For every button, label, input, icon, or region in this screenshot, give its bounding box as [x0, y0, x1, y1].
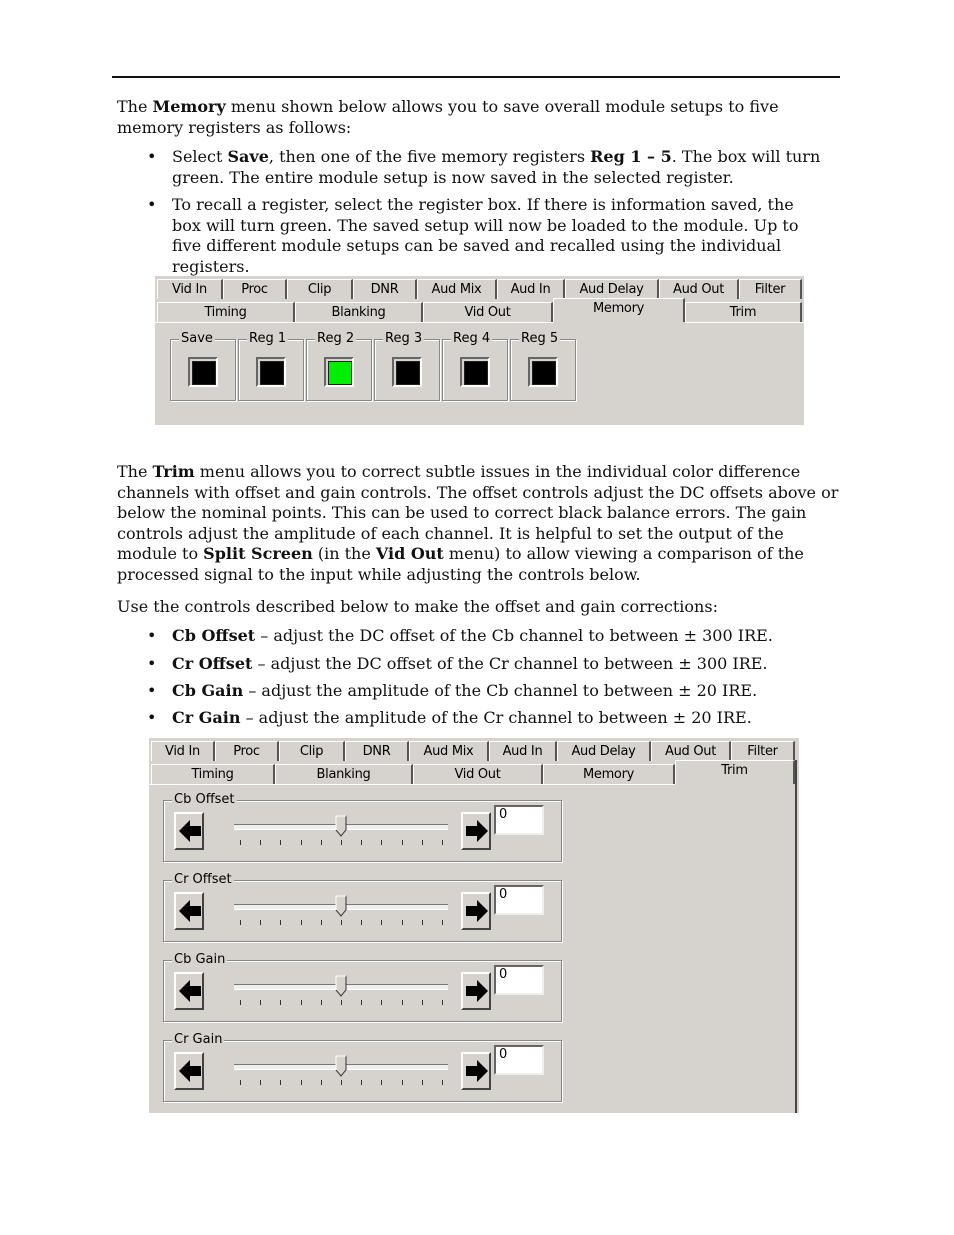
slider-ticks — [234, 920, 448, 926]
register-save[interactable] — [170, 331, 236, 401]
register-reg-1[interactable] — [238, 331, 304, 401]
decrement-button[interactable] — [174, 972, 204, 1010]
register-label: Reg 3 — [385, 331, 423, 346]
control-label: Cb Offset — [174, 792, 235, 807]
decrement-button[interactable] — [174, 812, 204, 850]
slider-tick — [381, 920, 382, 925]
slider-tick — [240, 1080, 241, 1085]
tab-timing[interactable]: Timing — [157, 302, 295, 322]
register-indicator[interactable] — [188, 357, 218, 387]
control-label: Cb Gain — [174, 952, 226, 967]
slider-thumb[interactable] — [335, 1055, 347, 1077]
memory-intro: The Memory menu shown below allows you to save overall module setups to five memory registers as follows: — [117, 97, 779, 137]
slider-tick — [240, 1000, 241, 1005]
tab-baseline — [685, 322, 804, 323]
register-indicator[interactable] — [528, 357, 558, 387]
slider-tick — [341, 920, 342, 925]
slider-tick — [321, 920, 322, 925]
slider-thumb[interactable] — [335, 975, 347, 997]
register-reg-4[interactable] — [442, 331, 508, 401]
tab-trim[interactable]: Trim — [675, 760, 795, 784]
slider-tick — [361, 920, 362, 925]
register-reg-2[interactable] — [306, 331, 372, 401]
slider-tick — [301, 920, 302, 925]
increment-button[interactable] — [461, 972, 491, 1010]
value-field[interactable]: 0 — [494, 1045, 544, 1075]
increment-button[interactable] — [461, 1052, 491, 1090]
left-arrow-icon — [177, 979, 203, 1003]
slider-tick — [422, 1000, 423, 1005]
tab-memory[interactable]: Memory — [543, 764, 675, 784]
slider-tick — [381, 840, 382, 845]
tab-proc[interactable]: Proc — [223, 279, 287, 299]
trim-control-cb-gain — [163, 952, 562, 1022]
slider-tick — [301, 1000, 302, 1005]
slider-tick — [442, 920, 443, 925]
control-label: Cr Gain — [174, 1032, 223, 1047]
tab-aud-in[interactable]: Aud In — [497, 279, 565, 299]
slider-tick — [280, 920, 281, 925]
tab-aud-out[interactable]: Aud Out — [659, 279, 739, 299]
slider-ticks — [234, 840, 448, 846]
slider-tick — [260, 840, 261, 845]
tab-baseline — [155, 322, 553, 323]
slider-tick — [361, 1000, 362, 1005]
tab-aud-in[interactable]: Aud In — [489, 741, 557, 761]
register-label: Reg 5 — [521, 331, 559, 346]
slider-tick — [381, 1000, 382, 1005]
slider-tick — [402, 920, 403, 925]
slider-tick — [442, 840, 443, 845]
left-arrow-icon — [177, 1059, 203, 1083]
tab-aud-out[interactable]: Aud Out — [651, 741, 731, 761]
control-label: Cr Offset — [174, 872, 232, 887]
tab-vid-in[interactable]: Vid In — [157, 279, 223, 299]
slider-thumb[interactable] — [335, 815, 347, 837]
increment-button[interactable] — [461, 892, 491, 930]
tab-memory[interactable]: Memory — [553, 298, 685, 322]
tab-dnr[interactable]: DNR — [353, 279, 417, 299]
slider-tick — [240, 840, 241, 845]
tab-vid-out[interactable]: Vid Out — [413, 764, 543, 784]
slider-tick — [422, 920, 423, 925]
slider-ticks — [234, 1080, 448, 1086]
tab-vid-out[interactable]: Vid Out — [423, 302, 553, 322]
slider-ticks — [234, 1000, 448, 1006]
trim-control-cr-offset — [163, 872, 562, 942]
slider-tick — [442, 1000, 443, 1005]
register-indicator[interactable] — [460, 357, 490, 387]
trim-control-cr-gain — [163, 1032, 562, 1102]
slider-thumb[interactable] — [335, 895, 347, 917]
slider-tick — [341, 1000, 342, 1005]
right-arrow-icon — [464, 1059, 490, 1083]
slider-tick — [361, 1080, 362, 1085]
left-arrow-icon — [177, 819, 203, 843]
tab-aud-mix[interactable]: Aud Mix — [409, 741, 489, 761]
slider-tick — [260, 1000, 261, 1005]
tab-clip[interactable]: Clip — [287, 279, 353, 299]
right-arrow-icon — [464, 819, 490, 843]
slider-tick — [240, 920, 241, 925]
tab-filter[interactable]: Filter — [731, 741, 795, 761]
slider-tick — [341, 1080, 342, 1085]
tab-timing[interactable]: Timing — [151, 764, 275, 784]
decrement-button[interactable] — [174, 892, 204, 930]
register-label: Reg 2 — [317, 331, 355, 346]
slider-tick — [341, 840, 342, 845]
register-reg-3[interactable] — [374, 331, 440, 401]
memory-menu-panel — [155, 276, 804, 425]
value-field[interactable]: 0 — [494, 805, 544, 835]
slider-tick — [321, 1000, 322, 1005]
right-arrow-icon — [464, 979, 490, 1003]
register-reg-5[interactable] — [510, 331, 576, 401]
slider-tick — [321, 1080, 322, 1085]
controls-intro: Use the controls described below to make the offset and gain corrections: — [117, 597, 718, 616]
tab-proc[interactable]: Proc — [215, 741, 279, 761]
trim-menu-panel — [149, 738, 799, 1113]
tab-blanking[interactable]: Blanking — [275, 764, 413, 784]
slider-tick — [260, 920, 261, 925]
tab-baseline — [149, 784, 675, 785]
slider-tick — [381, 1080, 382, 1085]
register-label: Reg 1 — [249, 331, 287, 346]
panel-edge — [795, 760, 797, 1113]
value-field[interactable]: 0 — [494, 965, 544, 995]
slider-tick — [422, 840, 423, 845]
trim-control-cb-offset — [163, 792, 562, 862]
tab-trim[interactable]: Trim — [685, 302, 802, 322]
tab-filter[interactable]: Filter — [739, 279, 802, 299]
tab-vid-in[interactable]: Vid In — [151, 741, 215, 761]
tab-aud-delay[interactable]: Aud Delay — [565, 279, 659, 299]
slider-tick — [280, 840, 281, 845]
slider-tick — [260, 1080, 261, 1085]
tab-clip[interactable]: Clip — [279, 741, 345, 761]
tab-aud-delay[interactable]: Aud Delay — [557, 741, 651, 761]
slider-tick — [321, 840, 322, 845]
right-arrow-icon — [464, 899, 490, 923]
slider-tick — [402, 840, 403, 845]
register-label: Reg 4 — [453, 331, 491, 346]
register-label: Save — [181, 331, 213, 346]
slider-tick — [422, 1080, 423, 1085]
decrement-button[interactable] — [174, 1052, 204, 1090]
slider-tick — [301, 840, 302, 845]
slider-tick — [442, 1080, 443, 1085]
slider-tick — [280, 1080, 281, 1085]
register-indicator[interactable] — [324, 357, 354, 387]
slider-tick — [402, 1080, 403, 1085]
register-indicator[interactable] — [392, 357, 422, 387]
value-field[interactable]: 0 — [494, 885, 544, 915]
tab-aud-mix[interactable]: Aud Mix — [417, 279, 497, 299]
trim-intro: The Trim menu allows you to correct subtle issues in the individual color difference channels with offset and gain controls. The offset controls adjust the DC offsets above or below the nominal points. This can be used to correct black balance errors. The gain controls adjust the amplitude of each channel. It is helpful to set the output of the module to Split Screen (in the Vid Out menu) to allow viewing a comparison of the processed signal to the input while adjusting the controls below. — [117, 462, 839, 584]
increment-button[interactable] — [461, 812, 491, 850]
tab-blanking[interactable]: Blanking — [295, 302, 423, 322]
slider-tick — [301, 1080, 302, 1085]
slider-tick — [280, 1000, 281, 1005]
slider-tick — [402, 1000, 403, 1005]
slider-tick — [361, 840, 362, 845]
header-rule — [112, 76, 840, 78]
left-arrow-icon — [177, 899, 203, 923]
register-indicator[interactable] — [256, 357, 286, 387]
tab-dnr[interactable]: DNR — [345, 741, 409, 761]
